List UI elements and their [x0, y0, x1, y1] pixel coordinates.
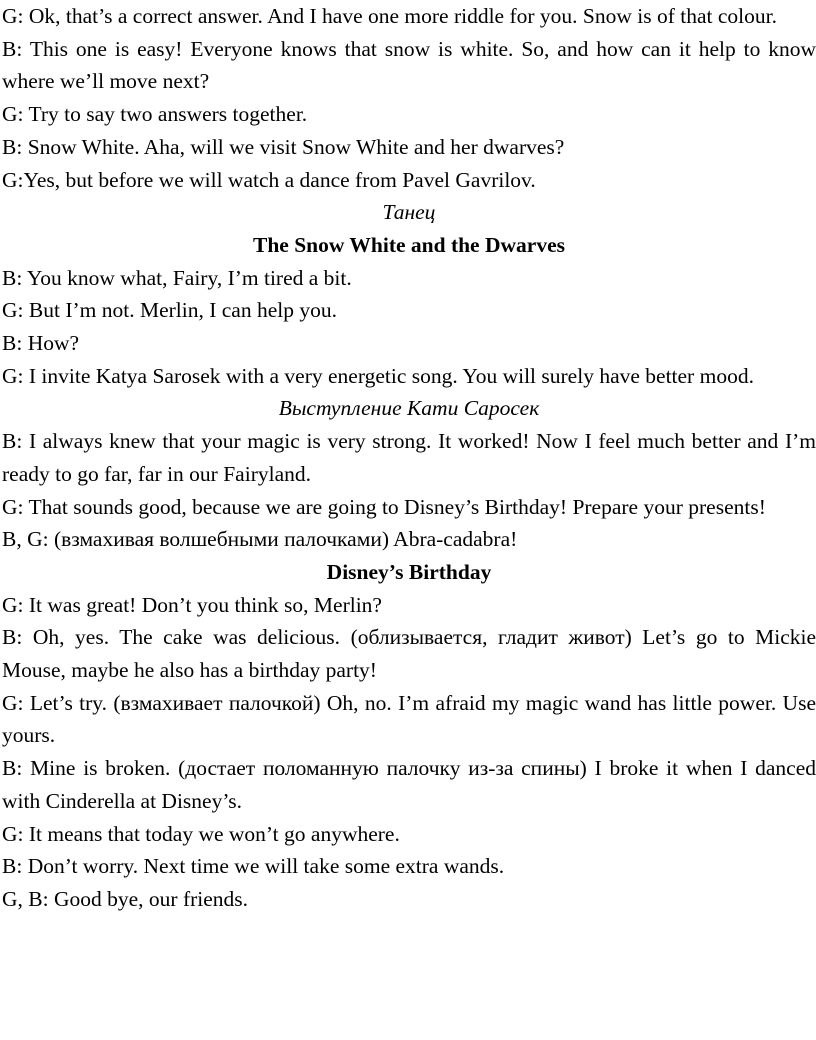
dialogue-line: B: Mine is broken. (достает поломанную палочку из-за спины) I broke it when I danced with Cinderella at Disney’s.	[2, 756, 816, 813]
section-heading: The Snow White and the Dwarves	[253, 232, 565, 257]
dialogue-line: G:Yes, but before we will watch a dance from Pavel Gavrilov.	[2, 167, 536, 192]
dialogue-line: G, B: Good bye, our friends.	[2, 886, 249, 911]
section-heading: Disney’s Birthday	[326, 559, 492, 584]
stage-direction: Выступление Кати Саросек	[278, 396, 540, 421]
dialogue-line: B: Oh, yes. The cake was delicious. (облизывается, гладит живот) Let’s go to Mickie Mouse, maybe he also has a birthday party!	[2, 625, 816, 683]
dialogue-line: G: I invite Katya Sarosek with a very energetic song. You will surely have better mood.	[2, 363, 754, 388]
dialogue-line: B, G: (взмахивая волшебными палочками) Abra-cadabra!	[2, 527, 518, 552]
dialogue-line: B: How?	[2, 331, 80, 356]
dialogue-line: G: Let’s try. (взмахивает палочкой) Oh, no. I’m afraid my magic wand has little power. Use yours.	[2, 690, 816, 748]
dialogue-line: B: You know what, Fairy, I’m tired a bit.	[2, 265, 352, 290]
dialogue-line: G: That sounds good, because we are going to Disney’s Birthday! Prepare your presents!	[2, 494, 766, 519]
dialogue-line: B: Don’t worry. Next time we will take some extra wands.	[2, 854, 505, 879]
dialogue-line: B: Snow White. Aha, will we visit Snow White and her dwarves?	[2, 134, 565, 159]
dialogue-line: G: Try to say two answers together.	[2, 102, 308, 127]
dialogue-line: B: I always knew that your magic is very strong. It worked! Now I feel much better and I’m ready to go far, far in our Fairyland.	[2, 429, 816, 486]
dialogue-line: G: But I’m not. Merlin, I can help you.	[2, 298, 337, 323]
dialogue-line: B: This one is easy! Everyone knows that snow is white. So, and how can it help to know where we’ll move next?	[2, 36, 816, 94]
dialogue-line: G: It means that today we won’t go anywhere.	[2, 821, 400, 846]
dialogue-line: G: Ok, that’s a correct answer. And I have one more riddle for you. Snow is of that colour.	[2, 4, 778, 28]
stage-direction: Танец	[382, 200, 436, 225]
dialogue-line: G: It was great! Don’t you think so, Merlin?	[2, 592, 382, 617]
